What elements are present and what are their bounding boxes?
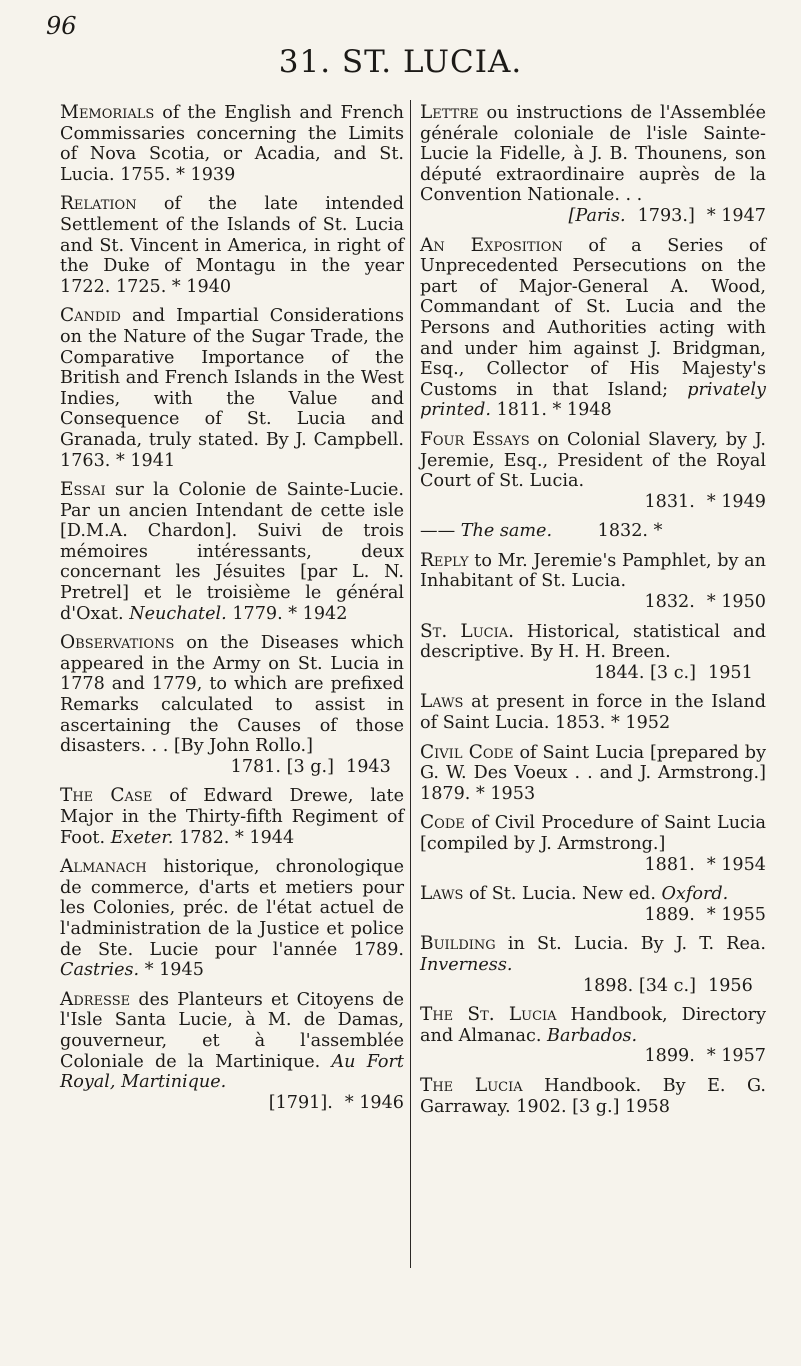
entry-place: Inverness. [420, 954, 513, 975]
entry-year: 1779. [232, 603, 283, 624]
entry-end [420, 206, 766, 227]
entry-lead: Reply [420, 549, 469, 571]
catalog-entry [420, 236, 766, 421]
entry-lead: The Lucia [420, 1074, 523, 1096]
entry-place: privately printed. [420, 379, 766, 421]
entry-tail: 1832. [644, 592, 695, 613]
entry-ref: * 1940 [171, 276, 232, 297]
section-heading: 31. ST. LUCIA. [278, 44, 523, 80]
entry-body: Handbook, Directory and Almanac. [420, 1005, 767, 1046]
catalog-entry [60, 857, 404, 981]
catalog-entry [420, 622, 766, 684]
entry-body: on the Diseases which appeared in the Army on St. Lucia in 1778 and 1779, to which are prefixed Remarks calculated to assist in ascertaining the Causes of those disasters. . . [By John Rollo.] [60, 633, 404, 757]
catalog-entry [60, 194, 404, 297]
entry-tail: 1881. [644, 854, 695, 875]
entry-body: des Planteurs et Citoyens de l'Isle Santa Lucie, à M. de Damas, gouverneur, et à l'assemblée Coloniale de la Martinique. [60, 989, 404, 1072]
entry-ref: * 1949 [706, 491, 766, 512]
entry-tail: 1899. [644, 1046, 695, 1067]
entry-body: Handbook. By E. G. Garraway. 1902. [3 g.] [420, 1075, 766, 1117]
entry-tail: 1832. [597, 521, 649, 542]
catalog-entry [420, 103, 766, 227]
entry-place: Castries. [60, 960, 140, 981]
entry-body: Historical, statistical and descriptive. By H. H. Breen. [420, 621, 766, 663]
entry-ref: * 1941 [115, 450, 176, 471]
entry-ref: * 1955 [706, 904, 766, 925]
entry-tail: 1831. [644, 491, 695, 512]
entry-place: Oxford. [661, 884, 729, 905]
column-divider [410, 100, 411, 1268]
entry-lead: The Case [60, 785, 153, 807]
entry-lead: Memorials [60, 102, 155, 123]
catalog-entry [420, 551, 766, 613]
catalog-entry [420, 743, 766, 805]
entry-place: [Paris. [568, 205, 626, 226]
entry-tail: 1889. [644, 904, 695, 925]
entry-body: of the late intended Settlement of the Islands of St. Lucia and St. Vincent in America, in right of the Duke of Montagu in the year 1722. 1725. [60, 194, 404, 297]
entry-lead: Building [420, 933, 496, 955]
entry-ref: * 1942 [288, 603, 348, 624]
catalog-entry [420, 430, 766, 512]
entry-body: historique, chronologique de commerce, d'arts et metiers pour les Colonies, préc. de l'état actuel de l'administration de la Justice et police de Ste. Lucie pour l'année 1789. [60, 857, 405, 960]
entry-body: on Colonial Slavery, by J. Jeremie, Esq., President of the Royal Court of St. Lucia. [420, 429, 767, 492]
entry-ref: * 1953 [475, 783, 536, 804]
entry-ref: * 1948 [552, 400, 612, 421]
entry-body: to Mr. Jeremie's Pamphlet, by an Inhabitant of St. Lucia. [420, 550, 767, 592]
entry-body: of Civil Procedure of Saint Lucia [compiled by J. Armstrong.] [420, 813, 767, 854]
catalog-entry [60, 103, 404, 185]
entry-lead: Code [420, 812, 465, 834]
entry-tail: 1844. [3 c.] [594, 662, 696, 683]
entry-lead: Lettre [420, 102, 479, 123]
entry-lead: St. Lucia. [420, 620, 514, 642]
catalog-entry [60, 786, 404, 848]
entry-ref: * 1957 [706, 1046, 766, 1067]
entry-year: 1782. [179, 827, 230, 848]
entry-lead: Candid [60, 305, 121, 327]
entry-end [60, 1093, 404, 1114]
entry-lead: Relation [60, 193, 137, 215]
entry-lead: Laws [420, 691, 464, 713]
entry-ref: * [653, 521, 663, 542]
entry-place: The same. [460, 521, 553, 542]
entry-body: of Edward Drewe, late Major in the Thirty-fifth Regiment of Foot. [60, 786, 404, 848]
entry-ref: * 1947 [706, 205, 766, 226]
entry-lead: Laws [420, 883, 464, 905]
entry-body: in St. Lucia. By J. T. Rea. [507, 934, 767, 955]
entry-body: at present in force in the Island of Saint Lucia. 1853. [420, 692, 766, 734]
entry-ref: 1943 [346, 756, 391, 777]
entry-body: ou instructions de l'Assemblée générale coloniale de l'isle Sainte-Lucie la Fidelle, à J. B. Thounens, son député extraordinaire auprès de la Convention Nationale. . . [420, 103, 766, 206]
entry-end [420, 905, 766, 926]
entry-lead: The St. Lucia [420, 1004, 557, 1026]
page-number: 96 [46, 12, 77, 40]
entry-lead: Essai [60, 479, 106, 501]
entry-body: sur la Colonie de Sainte-Lucie. Par un ancien Intendant de cette isle [D.M.A. Chardon]. Suivi de trois mémoires intéressants, deux concernant les Jésuites [par L. N. Pretrel] et le troisième le général d'Oxat. [60, 480, 404, 624]
entry-body: of a Series of Unprecedented Persecutions on the part of Major-General A. Wood, Commandant of St. Lucia and the Persons and Authorities acting with and under him against J. Bridgman, Esq., Collector of His Majesty's Customs in that Island; [420, 235, 766, 400]
left-column [60, 103, 404, 1122]
entry-lead: Four Essays [420, 428, 530, 450]
catalog-entry [420, 692, 766, 733]
entry-end [420, 976, 766, 997]
entry-year: 1811. [496, 400, 547, 421]
entry-lead: Civil Code [420, 741, 514, 763]
entry-ref: 1958 [625, 1096, 670, 1117]
entry-lead: Adresse [60, 988, 131, 1010]
entry-end [420, 1046, 766, 1067]
right-column [420, 103, 766, 1126]
entry-ref: * 1954 [706, 854, 766, 875]
entry-body: of St. Lucia. New ed. [469, 884, 656, 905]
catalog-entry [60, 306, 404, 471]
entry-ref: * 1952 [611, 713, 671, 734]
entry-place: Exeter. [110, 827, 174, 848]
entry-ref: * 1945 [144, 960, 204, 981]
entry-tail: [1791]. [268, 1092, 333, 1113]
entry-end [60, 757, 404, 778]
entry-body: of the English and French Commissaries concerning the Limits of Nova Scotia, or Acadia, and St. Lucia. 1755. [60, 103, 405, 185]
entry-end [420, 592, 766, 613]
catalog-entry [420, 1076, 766, 1117]
entry-body: of Saint Lucia [prepared by G. W. Des Voeux . . and J. Armstrong.] [420, 742, 767, 784]
catalog-entry [60, 480, 404, 624]
entry-ref: * 1939 [176, 164, 236, 185]
entry-lead: Observations [60, 632, 175, 654]
entry-dash: —— [420, 521, 456, 542]
catalog-entry [420, 934, 766, 996]
entry-tail: 1879. [420, 783, 471, 804]
catalog-entry [420, 1005, 766, 1067]
entry-ref: * 1946 [344, 1092, 404, 1113]
entry-ref: * 1950 [706, 592, 766, 613]
catalog-entry [420, 884, 766, 925]
entry-lead: An Exposition [420, 234, 563, 256]
entry-end [420, 855, 766, 876]
entry-body: and Impartial Considerations on the Nature of the Sugar Trade, the Comparative Importance of the British and French Islands in the West Indies, with the Value and Consequence of St. Lucia and Granada, truly stated. By J. Campbell. 1763. [60, 306, 404, 471]
catalog-entry [420, 813, 766, 875]
entry-ref: 1956 [708, 975, 753, 996]
entry-tail: 1898. [34 c.] [582, 975, 696, 996]
catalog-entry [60, 990, 404, 1114]
entry-ref: * 1944 [234, 827, 295, 848]
entry-lead: Almanach [60, 856, 147, 878]
catalog-entry [420, 521, 766, 542]
entry-tail: 1793.] [637, 205, 695, 226]
entry-place: Barbados. [547, 1025, 638, 1046]
entry-end [420, 492, 766, 513]
entry-end [420, 663, 766, 684]
entry-place: Au Fort Royal, Martinique. [60, 1051, 405, 1093]
entry-tail: 1781. [3 g.] [230, 756, 334, 777]
entry-ref: 1951 [708, 662, 753, 683]
entry-place: Neuchatel. [129, 603, 227, 624]
catalog-entry [60, 633, 404, 777]
